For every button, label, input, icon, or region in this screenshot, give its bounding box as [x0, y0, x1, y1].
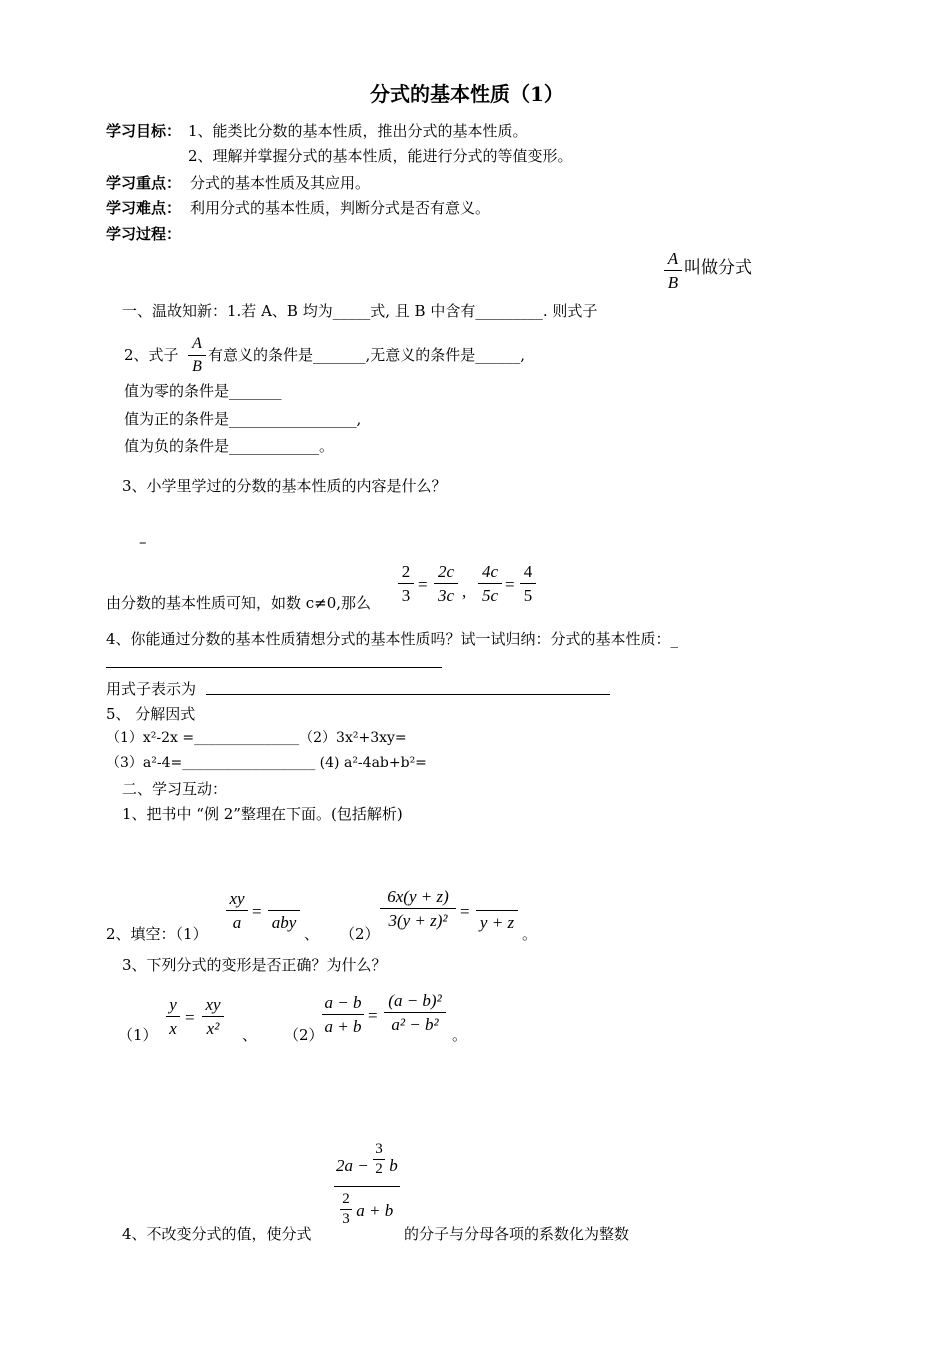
fraction-bar: [434, 583, 458, 584]
q1-blank-1: _____: [332, 302, 371, 320]
fraction-amb2-a2mb2: [384, 992, 446, 1033]
numerator: 6x(y + z): [387, 887, 449, 906]
q1-text-c: . 则式子: [542, 302, 598, 320]
fraction-4c-5c: [478, 563, 502, 604]
q1-text-b: 式, 且 B 中含有: [370, 302, 476, 320]
equals-sign: =: [252, 902, 262, 921]
fraction-bar: [188, 355, 206, 356]
comma: ,: [462, 582, 467, 601]
focus-label: 学习重点：: [106, 174, 182, 192]
small-fraction-2-3: [340, 1192, 352, 1227]
numerator: 4c: [481, 562, 499, 581]
pos-label: 值为正的条件是: [124, 410, 230, 428]
fraction-blank-ypz: [476, 890, 518, 931]
numerator: y: [169, 995, 177, 1014]
s2-p2-label: 2、填空：（1）: [106, 925, 208, 943]
s2-p2-sep: 、: [304, 925, 320, 943]
numerator: 2c: [437, 562, 455, 581]
q3b-text: 由分数的基本性质可知，如数 c≠0,那么: [106, 594, 372, 612]
denominator: x²: [206, 1019, 220, 1038]
pos-end: ,: [356, 410, 362, 428]
s2-p3-end: 。: [452, 1026, 468, 1044]
numerator: xy: [229, 889, 245, 908]
q5-row-1: [106, 730, 407, 747]
zero-label: 值为零的条件是: [124, 382, 230, 400]
denominator: 3: [401, 586, 411, 605]
numerator: 2: [342, 1191, 350, 1207]
q1-text-a: 一、温故知新：1.若 A、B 均为: [122, 302, 333, 320]
numerator: xy: [205, 995, 221, 1014]
q5-2: （2）3x²+3xy=: [299, 730, 407, 746]
fraction-6x-3yz: [380, 888, 456, 929]
c-b: b: [389, 1156, 398, 1175]
s2-p4-a: 4、不改变分式的值，使分式: [122, 1225, 312, 1243]
numerator-blank: [476, 890, 518, 907]
answer-line: [106, 667, 442, 668]
goal-label: 学习目标：: [106, 122, 182, 140]
denominator: 5c: [481, 586, 499, 605]
main-fraction-bar: [334, 1186, 400, 1187]
q2-blank-2: ______: [475, 346, 521, 364]
equals-sign: =: [368, 1006, 378, 1025]
equals-sign: =: [460, 902, 470, 921]
fraction-a-over-b-2: [188, 336, 206, 375]
difficulty-text: 利用分式的基本性质，判断分式是否有意义。: [190, 199, 491, 217]
c-ab: a + b: [356, 1201, 394, 1220]
denominator: a² − b²: [391, 1015, 439, 1034]
s2-p2-label2: （2）: [340, 925, 380, 943]
frac-label: 叫做分式: [684, 258, 752, 278]
fraction-bar: [478, 583, 502, 584]
s2-p3-2: （2）: [284, 1026, 324, 1044]
q5-text: 5、 分解因式: [106, 705, 196, 723]
neg-end: 。: [319, 437, 335, 455]
difficulty-label: 学习难点：: [106, 199, 182, 217]
fraction-bar: [166, 1016, 180, 1017]
page-title: 分式的基本性质（1）: [370, 82, 564, 106]
answer-line: [206, 694, 610, 695]
q5-1: （1）x²-2x =: [106, 730, 195, 746]
fraction-bar: [520, 583, 536, 584]
q5-3: （3）a²-4=: [106, 755, 183, 771]
q2-text-b: 有意义的条件是: [208, 346, 314, 364]
complex-denominator: [340, 1192, 393, 1227]
focus-text: 分式的基本性质及其应用。: [190, 174, 371, 192]
fraction-a-over-b: [664, 250, 682, 291]
fraction-2c-3c: [434, 563, 458, 604]
denominator: 2: [375, 1161, 383, 1177]
fraction-bar: [322, 1014, 364, 1015]
pos-blank: _________________: [229, 410, 357, 428]
equals-sign: =: [505, 575, 515, 594]
fraction-bar: [202, 1016, 224, 1017]
q2-text-d: ,: [520, 346, 526, 364]
q1-line: [122, 302, 597, 320]
s2-p1: 1、把书中 “例 2”整理在下面。(包括解析): [122, 805, 403, 823]
fraction-blank-aby: [268, 890, 300, 931]
neg-label: 值为负的条件是: [124, 437, 230, 455]
numerator: A: [667, 249, 679, 268]
fraction-bar: [398, 583, 414, 584]
denominator: y + z: [479, 913, 515, 932]
s2-p2-end: 。: [522, 925, 538, 943]
q2-blank-1: _______: [313, 346, 366, 364]
dash-mark: –: [139, 533, 147, 551]
fraction-xy-x2: [202, 996, 224, 1037]
neg-blank: ____________: [229, 437, 320, 455]
section2-heading: 二、学习互动：: [122, 780, 228, 798]
numerator-blank: [268, 890, 300, 907]
equals-sign: =: [185, 1008, 195, 1027]
fraction-bar: [380, 908, 456, 909]
pos-line: [124, 410, 361, 428]
s2-p3-sep: 、: [242, 1026, 258, 1044]
fraction-xy-a: [226, 890, 248, 931]
fraction-bar: [664, 270, 682, 271]
denominator: aby: [271, 913, 297, 932]
denominator: 3c: [437, 586, 455, 605]
q5-row-2: [106, 755, 427, 772]
complex-numerator: [336, 1142, 398, 1177]
denominator: a: [232, 913, 242, 932]
zero-line: [124, 382, 282, 400]
numerator: (a − b)²: [388, 991, 442, 1010]
equals-sign: =: [418, 575, 428, 594]
denominator: 3: [342, 1211, 350, 1227]
denominator: 3(y + z)²: [388, 911, 448, 930]
q2-text-c: ,无意义的条件是: [365, 346, 476, 364]
q5-3-blank: ___________________: [182, 755, 316, 771]
numerator: 3: [375, 1141, 383, 1157]
q3-text: 3、小学里学过的分数的基本性质的内容是什么？: [122, 477, 447, 495]
fraction-4-5: [520, 563, 536, 604]
s2-p4-b: 的分子与分母各项的系数化为整数: [404, 1225, 630, 1243]
q2-line: [208, 346, 525, 364]
denominator: 5: [523, 586, 533, 605]
q4-text: 4、你能通过分数的基本性质猜想分式的基本性质吗？试一试归纳：分式的基本性质：_: [106, 630, 679, 648]
denominator: B: [192, 358, 202, 375]
denominator: a + b: [324, 1017, 362, 1036]
zero-blank: _______: [229, 382, 282, 400]
fraction-2-3: [398, 563, 414, 604]
fraction-bar: [384, 1012, 446, 1013]
c-2a: 2a −: [336, 1156, 369, 1175]
q4-expr-label: 用式子表示为: [106, 680, 197, 698]
fraction-bar: [340, 1209, 352, 1210]
fraction-bar: [373, 1159, 385, 1160]
numerator: 4: [523, 562, 533, 581]
fraction-bar: [268, 910, 300, 911]
fraction-bar: [476, 910, 518, 911]
goal-1: 1、能类比分数的基本性质，推出分式的基本性质。: [188, 122, 528, 140]
s2-p3-1: （1）: [118, 1026, 158, 1044]
fraction-amb-apb: [322, 994, 364, 1035]
numerator: A: [192, 335, 202, 352]
s2-p3: 3、下列分式的变形是否正确？为什么？: [122, 956, 387, 974]
fraction-y-x: [166, 996, 180, 1037]
goal-2: 2、理解并掌握分式的基本性质，能进行分式的等值变形。: [188, 147, 573, 165]
numerator: 2: [401, 562, 411, 581]
numerator: a − b: [324, 993, 362, 1012]
neg-line: [124, 437, 334, 455]
denominator: x: [169, 1019, 177, 1038]
q5-1-blank: _______________: [194, 730, 300, 746]
q1-blank-2: _________: [475, 302, 543, 320]
q2-label: 2、式子: [124, 346, 179, 364]
q5-4: (4) a²-4ab+b²=: [315, 755, 427, 771]
denominator: B: [667, 273, 679, 292]
small-fraction-3-2: [373, 1142, 385, 1177]
process-label: 学习过程：: [106, 225, 182, 243]
fraction-bar: [226, 910, 248, 911]
